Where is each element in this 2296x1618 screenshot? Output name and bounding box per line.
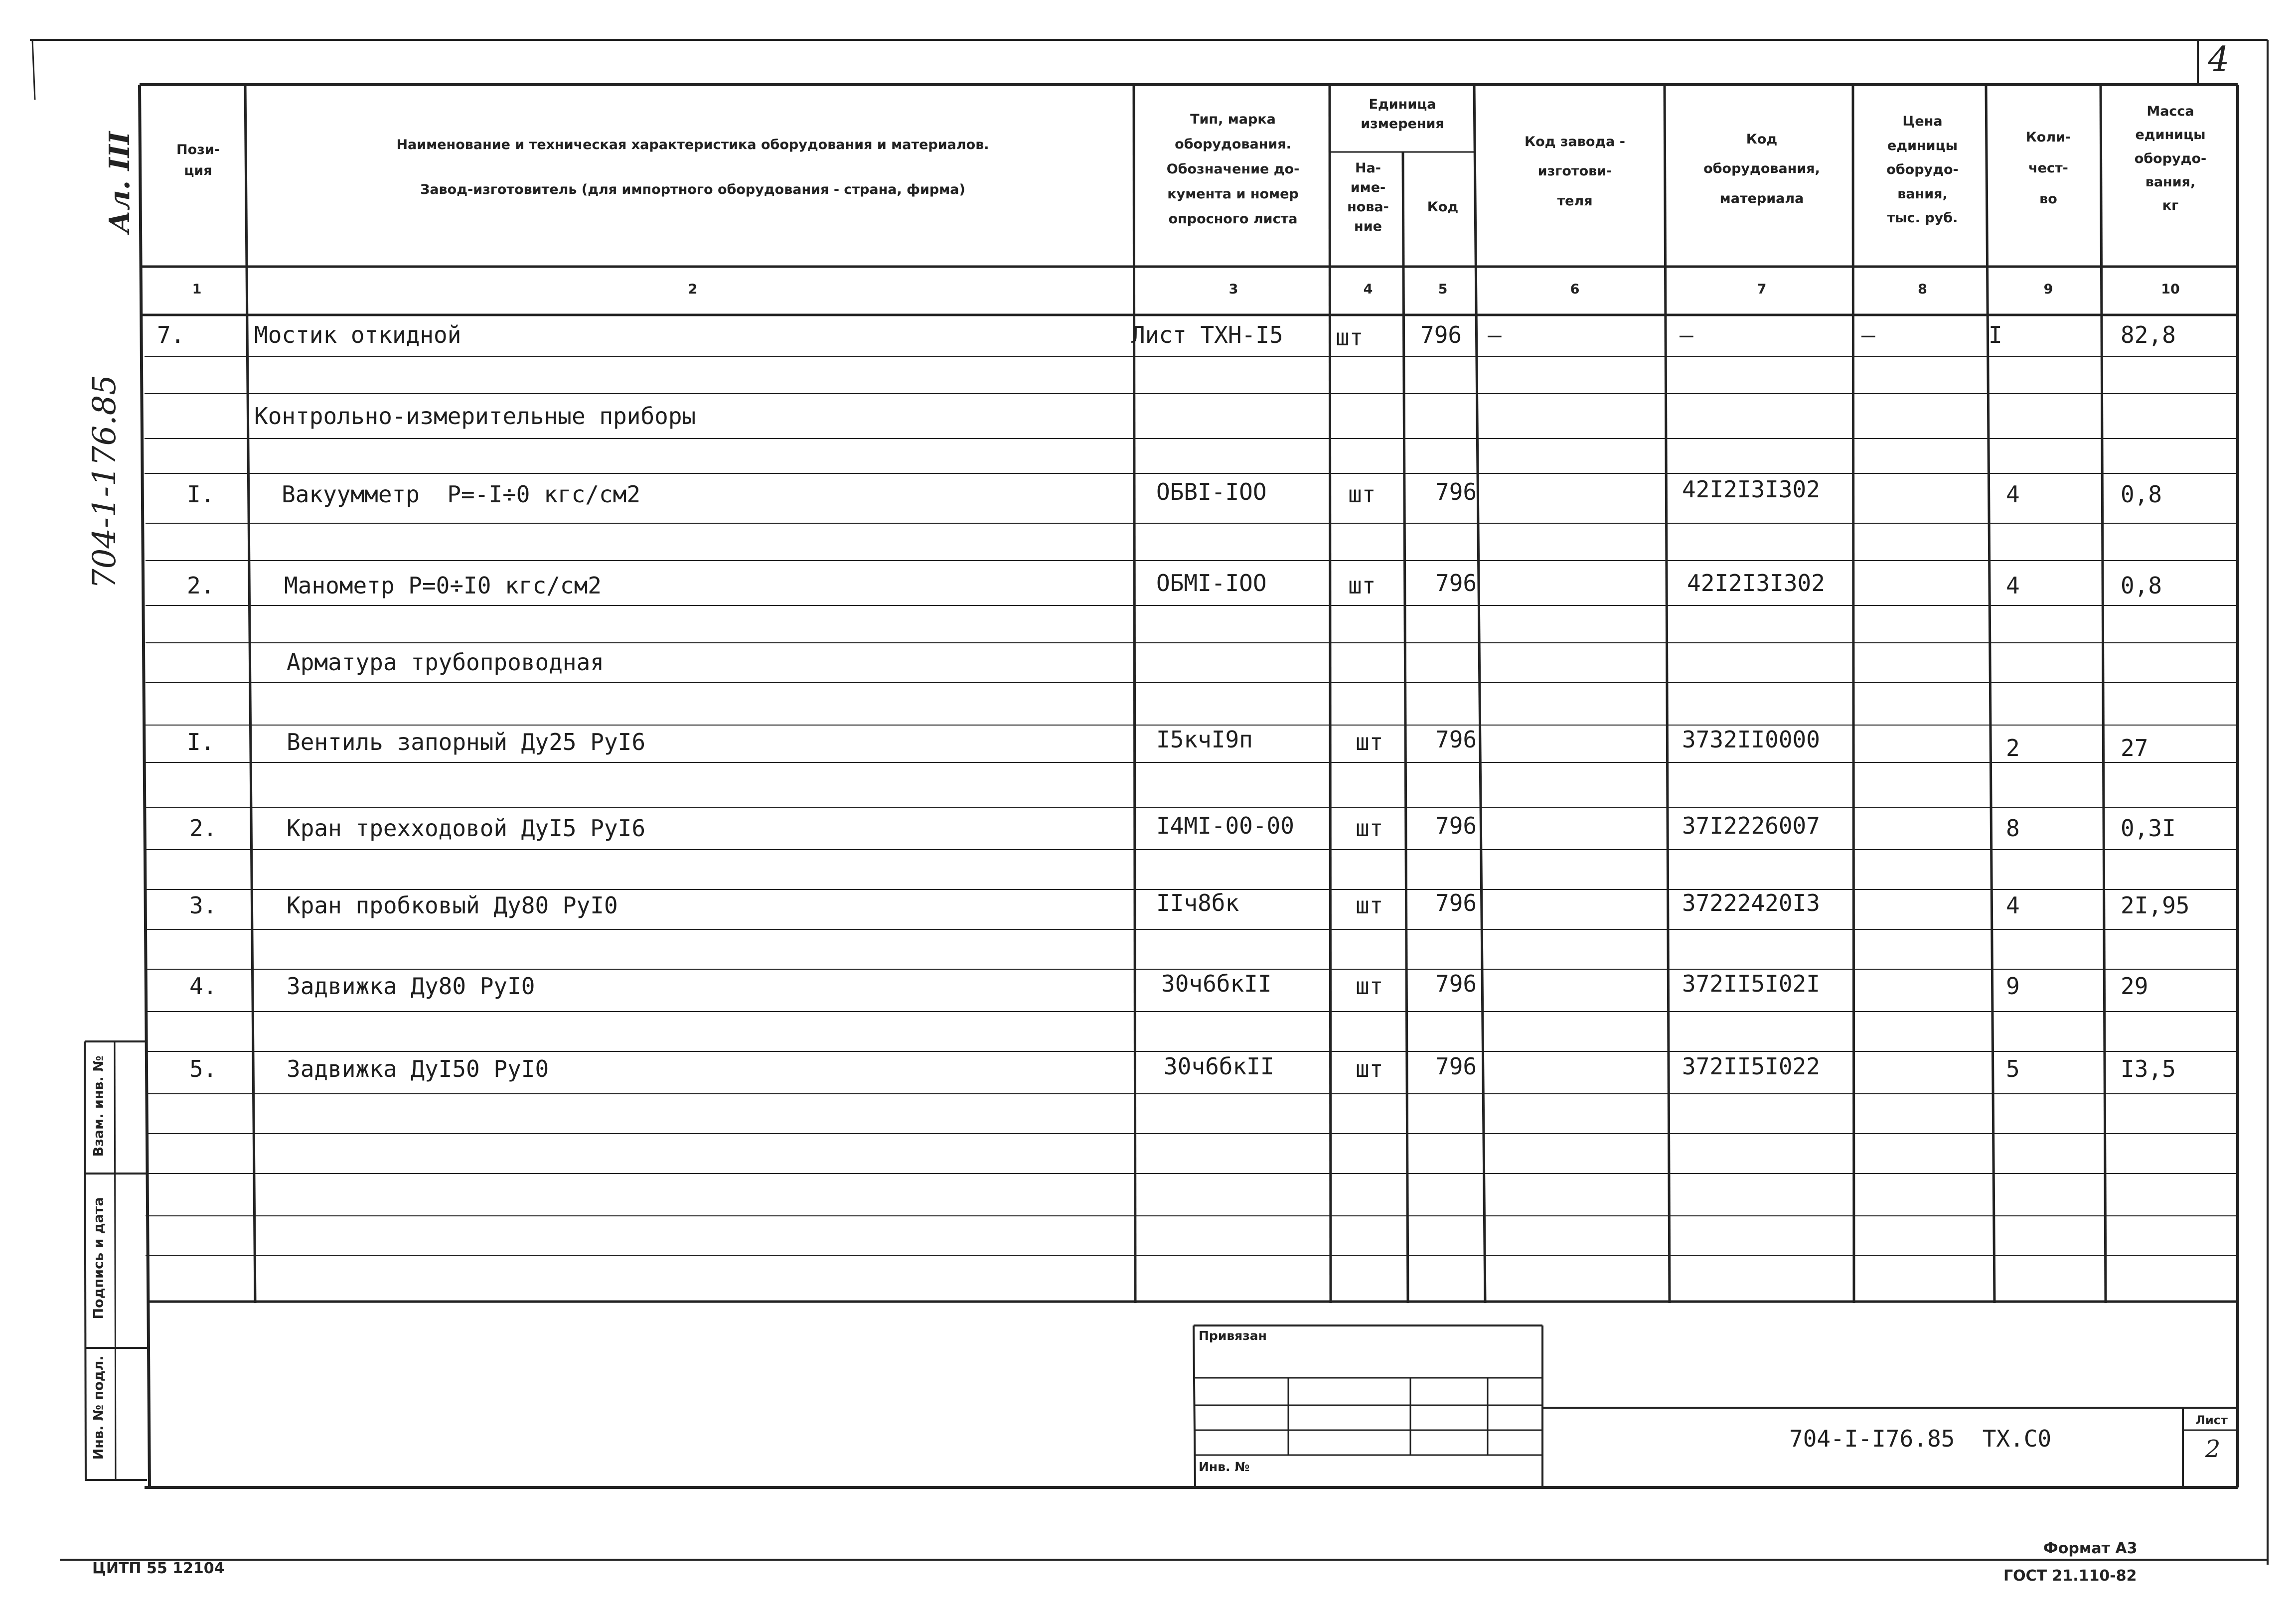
header-name-line1: Наименование и техническая характеристика оборудования и материалов. xyxy=(396,137,989,152)
row-equipment-code: 3732II0000 xyxy=(1682,726,1820,753)
row-type: Лист ТХН-I5 xyxy=(1131,321,1283,348)
row-unit-code: 796 xyxy=(1435,889,1477,916)
column-number: 9 xyxy=(2043,282,2053,297)
row-mass: 29 xyxy=(2121,973,2148,1000)
column-number: 2 xyxy=(688,282,698,297)
row-mass: 0,8 xyxy=(2121,481,2162,508)
row-equipment-code: 372II5I022 xyxy=(1682,1053,1820,1080)
row-position: 7. xyxy=(157,321,185,348)
column-number: 5 xyxy=(1438,282,1448,297)
row-type: I5кчI9п xyxy=(1156,726,1253,753)
row-position: 4. xyxy=(189,973,217,1000)
row-name: Вентиль запорный Ду25 РуI6 xyxy=(287,729,646,755)
row-unit: шт xyxy=(1348,481,1376,508)
row-quantity: 8 xyxy=(2006,815,2020,842)
row-unit-code: 796 xyxy=(1435,726,1477,753)
row-mass: 82,8 xyxy=(2121,321,2176,348)
row-equipment-code: 42I2I3I302 xyxy=(1687,570,1825,596)
table-row-section xyxy=(0,649,2296,684)
row-type: 30ч6бкII xyxy=(1161,970,1272,997)
row-type: IIч8бк xyxy=(1156,889,1239,916)
table-row-section xyxy=(0,403,2296,438)
row-quantity: 4 xyxy=(2006,481,2020,508)
header-equipment-code: Код оборудования, материала xyxy=(1703,132,1820,206)
row-quantity: 9 xyxy=(2006,973,2020,1000)
sheet-label: Лист xyxy=(2195,1413,2228,1427)
row-type: ОБВI-IОО xyxy=(1156,478,1267,505)
header-unit-name: На- име- нова- ние xyxy=(1347,160,1389,235)
row-position: 3. xyxy=(189,892,217,919)
table-row xyxy=(0,476,2296,516)
row-unit-code: 796 xyxy=(1435,478,1477,505)
row-unit-code: 796 xyxy=(1435,812,1477,839)
row-unit-code: 796 xyxy=(1435,1053,1477,1080)
column-number: 6 xyxy=(1570,282,1580,297)
row-name: Манометр Р=0÷I0 кгс/см2 xyxy=(284,572,602,599)
row-equipment-code: 37222420I3 xyxy=(1682,889,1820,916)
row-equipment-code: – xyxy=(1680,321,1693,348)
row-quantity: 4 xyxy=(2006,572,2020,599)
row-equipment-code: 37I2226007 xyxy=(1682,812,1820,839)
row-quantity: 2 xyxy=(2006,735,2020,761)
header-quantity: Коли- чест- во xyxy=(2025,130,2071,207)
header-price: Цена единицы оборудо- вания, тыс. руб. xyxy=(1886,114,1959,226)
row-name: Кран трехходовой ДуI5 РуI6 xyxy=(287,815,646,842)
row-unit: шт xyxy=(1356,892,1383,919)
row-unit: шт xyxy=(1356,1055,1383,1082)
table-row xyxy=(0,970,2296,1008)
footer-format: Формат А3 xyxy=(2043,1540,2138,1557)
row-mass: 0,8 xyxy=(2121,572,2162,599)
tie-box-inventory-label: Инв. № xyxy=(1199,1460,1250,1474)
row-equipment-code: 42I2I3I302 xyxy=(1682,476,1820,503)
section-title: Арматура трубопроводная xyxy=(287,649,604,676)
stamp-signature-date: Подпись и дата xyxy=(91,1197,107,1320)
row-name: Мостик откидной xyxy=(254,321,461,348)
row-name: Кран пробковый Ду80 РуI0 xyxy=(287,892,618,919)
stamp-replaced-inventory: Взам. инв. № xyxy=(91,1055,107,1157)
row-equipment-code: 372II5I02I xyxy=(1682,970,1820,997)
row-unit-code: 796 xyxy=(1435,970,1477,997)
section-title: Контрольно-измерительные приборы xyxy=(254,403,696,430)
header-name-line2: Завод-изготовитель (для импортного оборудования - страна, фирма) xyxy=(420,182,965,197)
row-unit: шт xyxy=(1356,729,1383,755)
row-name: Задвижка ДуI50 РуI0 xyxy=(287,1055,549,1082)
row-position: 2. xyxy=(189,815,217,842)
row-position: I. xyxy=(187,729,215,755)
sheet-corner-number: 4 xyxy=(2208,40,2230,79)
row-position: 2. xyxy=(187,572,215,599)
table-row xyxy=(0,812,2296,850)
row-mass: 0,3I xyxy=(2121,815,2176,842)
row-price: – xyxy=(1861,321,1875,348)
row-mass: 2I,95 xyxy=(2121,892,2190,919)
sheet-number: 2 xyxy=(2205,1435,2221,1463)
column-number: 3 xyxy=(1228,282,1238,297)
row-type: 30ч6бкII xyxy=(1164,1053,1274,1080)
header-position: Пози- ция xyxy=(176,142,220,178)
row-name: Задвижка Ду80 РуI0 xyxy=(287,973,535,1000)
header-unit-group: Единица измерения xyxy=(1361,97,1444,132)
table-row xyxy=(0,726,2296,763)
column-number: 8 xyxy=(1918,282,1927,297)
table-row xyxy=(0,889,2296,927)
footer-code: ЦИТП 55 12104 xyxy=(92,1560,225,1577)
header-type: Тип, марка оборудования. Обозначение до- кумента и номер опросного листа xyxy=(1166,112,1300,227)
row-quantity: 5 xyxy=(2006,1055,2020,1082)
row-unit: шт xyxy=(1348,572,1376,599)
header-unit-code: Код xyxy=(1427,199,1459,215)
row-quantity: I xyxy=(1989,321,2002,348)
row-type: ОБМI-IОО xyxy=(1156,570,1267,596)
column-number: 7 xyxy=(1757,282,1767,297)
row-unit: шт xyxy=(1336,324,1364,351)
document-code: 704-I-I76.85 ТХ.С0 xyxy=(1789,1425,2052,1452)
row-position: 5. xyxy=(189,1055,217,1082)
row-type: I4МI-00-00 xyxy=(1156,812,1294,839)
row-mass: 27 xyxy=(2121,735,2148,761)
row-mass: I3,5 xyxy=(2121,1055,2176,1082)
row-unit: шт xyxy=(1356,973,1383,1000)
row-unit-code: 796 xyxy=(1435,570,1477,596)
header-mass: Масса единицы оборудо- вания, кг xyxy=(2134,104,2207,213)
row-unit-code: 796 xyxy=(1420,321,1462,348)
table-row xyxy=(0,572,2296,607)
row-factory-code: – xyxy=(1488,321,1502,348)
column-number: 1 xyxy=(192,282,202,297)
column-number: 10 xyxy=(2161,282,2180,297)
stamp-inventory-original: Инв. № подл. xyxy=(91,1355,107,1460)
column-number: 4 xyxy=(1363,282,1373,297)
row-quantity: 4 xyxy=(2006,892,2020,919)
footer-gost: ГОСТ 21.110-82 xyxy=(2003,1567,2137,1585)
header-factory-code: Код завода - изготови- теля xyxy=(1525,134,1625,209)
row-name: Вакуумметр Р=-I÷0 кгс/см2 xyxy=(282,481,641,508)
project-side-code: 704-1-176.85 xyxy=(86,374,123,589)
album-mark: Ал. III xyxy=(103,131,136,233)
tie-box-title: Привязан xyxy=(1199,1328,1267,1343)
table-row xyxy=(0,1055,2296,1090)
table-row xyxy=(0,321,2296,356)
row-unit: шт xyxy=(1356,815,1383,842)
row-position: I. xyxy=(187,481,215,508)
